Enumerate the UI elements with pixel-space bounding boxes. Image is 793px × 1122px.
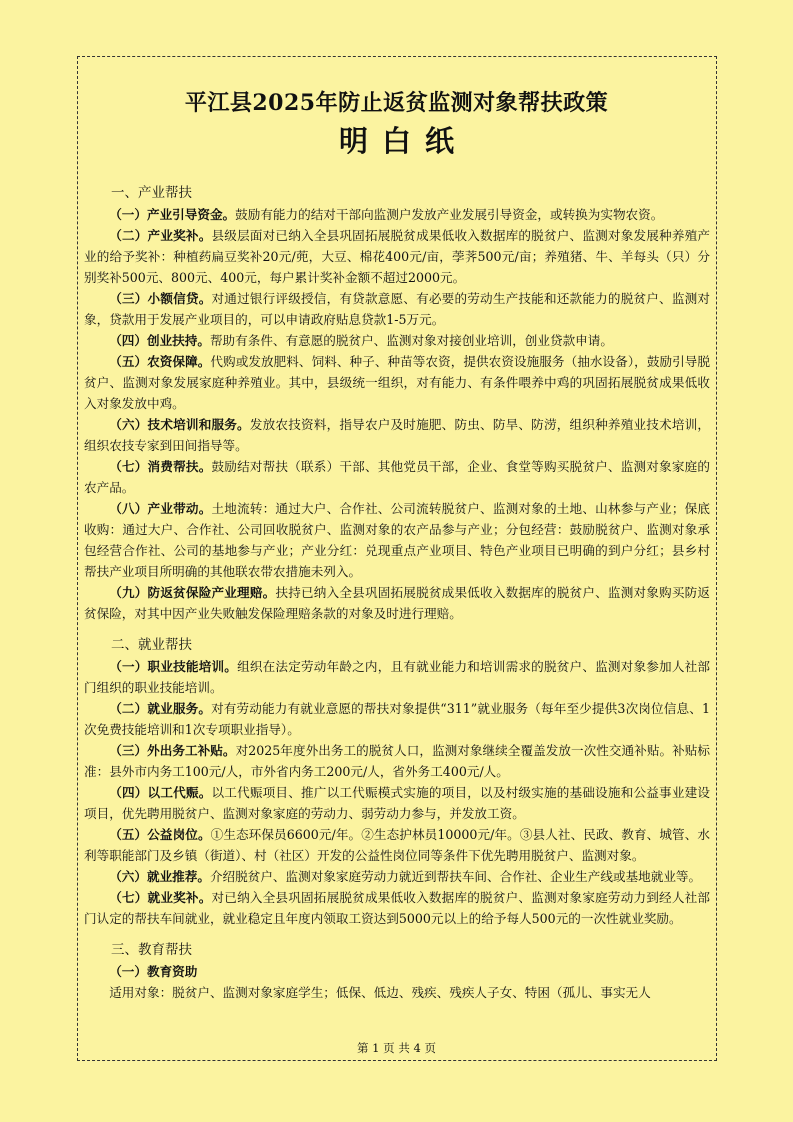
policy-item xyxy=(84,698,710,740)
policy-item-label: （五）农资保障。 xyxy=(109,354,211,369)
policy-item xyxy=(84,887,710,929)
policy-item-label: （一）职业技能培训。 xyxy=(109,659,238,674)
policy-item-label: （三）外出务工补贴。 xyxy=(109,743,236,758)
policy-item xyxy=(84,824,710,866)
policy-item xyxy=(84,456,710,498)
policy-item xyxy=(84,782,710,824)
policy-item-text: 帮助有条件、有意愿的脱贫户、监测对象对接创业培训，创业贷款申请。 xyxy=(209,333,613,348)
policy-item-text: 代购或发放肥料、饲料、种子、种苗等农资，提供农资设施服务（抽水设备），鼓励引导脱贫户、监测对象发展家庭种养殖业。其中，县级统一组织，对有能力、有条件喂养中鸡的巩固拓展脱贫成果低收入对象发放中鸡。 xyxy=(84,354,711,411)
page-number-footer: 第 1 页 共 4 页 xyxy=(357,1041,436,1055)
policy-item xyxy=(84,866,710,887)
policy-item xyxy=(84,288,710,330)
policy-item-label: （二）产业奖补。 xyxy=(109,228,212,243)
policy-item xyxy=(84,225,710,288)
policy-item-label: （六）技术培训和服务。 xyxy=(109,417,250,432)
policy-item-label: （三）小额信贷。 xyxy=(109,291,212,306)
policy-item-text: 对已纳入全县巩固拓展脱贫成果低收入数据库的脱贫户、监测对象家庭劳动力到经人社部门认定的帮扶车间就业，就业稳定且年度内领取工资达到5000元以上的给予每人500元的一次性就业奖励。 xyxy=(84,890,711,926)
policy-item-text: 鼓励有能力的结对干部向监测户发放产业发展引导资金，或转换为实物农资。 xyxy=(235,207,664,222)
policy-item xyxy=(84,330,710,351)
policy-item-label: （八）产业带动。 xyxy=(109,501,212,516)
policy-item-label: （七）消费帮扶。 xyxy=(109,459,212,474)
section-gap xyxy=(84,624,710,635)
document-title: 平江县2025年防止返贫监测对象帮扶政策 xyxy=(184,90,609,116)
section-gap xyxy=(84,929,710,940)
policy-item-label: （七）就业奖补。 xyxy=(109,890,212,905)
section-heading-industry: 一、产业帮扶 xyxy=(111,185,192,201)
policy-item-text: 发放农技资料，指导农户及时施肥、防虫、防旱、防涝，组织种养殖业技术培训，组织农技专家到田间指导等。 xyxy=(84,417,711,453)
policy-item xyxy=(84,498,710,582)
policy-item-text: 对2025年度外出务工的脱贫人口，监测对象继续全覆盖发放一次性交通补贴。补贴标准：县外市内务工100元/人，市外省内务工200元/人，省外务工400元/人。 xyxy=(84,743,710,779)
policy-item-text: 县级层面对已纳入全县巩固拓展脱贫成果低收入数据库的脱贫户、监测对象发展种养殖产业的给予奖补：种植药扁豆奖补20元/蔸，大豆、棉花400元/亩，荸荠500元/亩；养殖猪、牛、羊每头（只）分别奖补500元、800元、400元，每户累计奖补金额不超过2000元。 xyxy=(84,228,711,285)
policy-item-label: （九）防返贫保险产业理赔。 xyxy=(109,585,276,600)
policy-item-text: ①生态环保员6600元/年。②生态护林员10000元/年。③县人社、民政、教育、城管、水利等职能部门及乡镇（街道）、村（社区）开发的公益性岗位同等条件下优先聘用脱贫户、监测对象。 xyxy=(84,827,710,863)
policy-item xyxy=(84,204,710,225)
policy-item-label: （四）创业扶持。 xyxy=(109,333,210,348)
subsection-heading: （一）教育资助 xyxy=(109,964,198,979)
section-heading-education: 三、教育帮扶 xyxy=(111,942,192,958)
document-body xyxy=(84,183,710,1003)
policy-item xyxy=(84,656,710,698)
policy-item-label: （二）就业服务。 xyxy=(109,701,212,716)
section-heading-employment: 二、就业帮扶 xyxy=(111,637,192,653)
policy-item xyxy=(84,582,710,624)
policy-item-text: 组织在法定劳动年龄之内，且有就业能力和培训需求的脱贫户、监测对象参加人社部门组织的职业技能培训。 xyxy=(84,659,711,695)
policy-item-text: 对有劳动能力有就业意愿的帮扶对象提供“311”就业服务（每年至少提供3次岗位信息、1次免费技能培训和1次专项职业指导）。 xyxy=(84,701,710,737)
policy-item xyxy=(84,351,710,414)
policy-item-text: 扶持已纳入全县巩固拓展脱贫成果低收入数据库的脱贫户、监测对象购买防返贫保险，对其中因产业失败触发保险理赔条款的对象及时进行理赔。 xyxy=(84,585,711,621)
policy-item-text: 土地流转：通过大户、合作社、公司流转脱贫户、监测对象的土地、山林参与产业；保底收购：通过大户、合作社、公司回收脱贫户、监测对象的农产品参与产业；分包经营：鼓励脱贫户、监测对象承包经营合作社、公司的基地参与产业；产业分红：兑现重点产业项目、特色产业项目已明确的到户分红；县乡村帮扶产业项目所明确的其他联农带农措施未列入。 xyxy=(84,501,711,579)
policy-item-label: （六）就业推荐。 xyxy=(109,869,210,884)
document-subtitle: 明白纸 xyxy=(338,124,468,158)
policy-item-text: 以工代赈项目、推广以工代赈模式实施的项目，以及村级实施的基础设施和公益事业建设项目，优先聘用脱贫户、监测对象家庭的劳动力、弱劳动力参与，并发放工资。 xyxy=(84,785,711,821)
policy-item-text: 介绍脱贫户、监测对象家庭劳动力就近到帮扶车间、合作社、企业生产线或基地就业等。 xyxy=(209,869,702,884)
policy-item xyxy=(84,740,710,782)
policy-item xyxy=(84,414,710,456)
policy-item-text: 鼓励结对帮扶（联系）干部、其他党员干部，企业、食堂等购买脱贫户、监测对象家庭的农产品。 xyxy=(84,459,711,495)
policy-item-label: （一）产业引导资金。 xyxy=(109,207,236,222)
policy-item-label: （五）公益岗位。 xyxy=(109,827,211,842)
paragraph: 适用对象：脱贫户、监测对象家庭学生；低保、低边、残疾、残疾人子女、特困（孤儿、事实无人 xyxy=(109,985,651,1000)
policy-item-label: （四）以工代赈。 xyxy=(109,785,212,800)
policy-item-text: 对通过银行评级授信，有贷款意愿、有必要的劳动生产技能和还款能力的脱贫户、监测对象，贷款用于发展产业项目的，可以申请政府贴息贷款1-5万元。 xyxy=(84,291,711,327)
